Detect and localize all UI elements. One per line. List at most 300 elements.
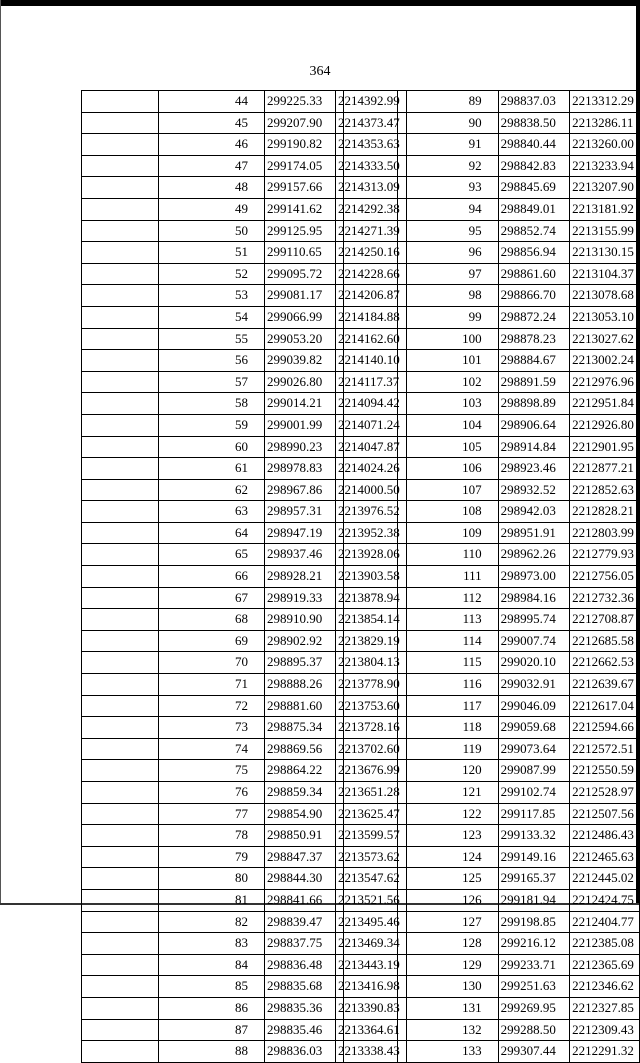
blank-cell: [82, 889, 159, 911]
blank-cell: [344, 587, 398, 609]
x-coordinate: 298978.83: [265, 458, 336, 480]
blank-cell: [82, 501, 159, 523]
blank-cell: [344, 695, 398, 717]
y-coordinate: 2214353.63: [336, 134, 407, 156]
x-coordinate: 298837.03: [498, 91, 570, 113]
blank-cell: [82, 393, 159, 415]
table-row: [344, 630, 640, 652]
point-number: 79: [159, 846, 265, 868]
point-number: 77: [159, 803, 265, 825]
blank-cell: [344, 911, 398, 933]
table-row: [344, 587, 640, 609]
x-coordinate: 298842.83: [498, 155, 570, 177]
table-row: [344, 695, 640, 717]
point-number: 78: [159, 825, 265, 847]
table-row: [344, 242, 640, 264]
blank-cell: [82, 846, 159, 868]
table-row: [344, 263, 640, 285]
point-number: 99: [398, 306, 499, 328]
table-row: [344, 1019, 640, 1041]
blank-cell: [344, 501, 398, 523]
point-number: 105: [398, 436, 499, 458]
blank-cell: [344, 350, 398, 372]
point-number: 111: [398, 566, 499, 588]
blank-cell: [344, 782, 398, 804]
blank-cell: [344, 889, 398, 911]
y-coordinate: 2214024.26: [336, 458, 407, 480]
table-row: [344, 371, 640, 393]
y-coordinate: 2213155.99: [570, 220, 640, 242]
point-number: 57: [159, 371, 265, 393]
x-coordinate: 298836.03: [265, 1041, 336, 1063]
point-number: 45: [159, 112, 265, 134]
blank-cell: [344, 976, 398, 998]
y-coordinate: 2213286.11: [570, 112, 640, 134]
point-number: 120: [398, 760, 499, 782]
y-coordinate: 2212901.95: [570, 436, 640, 458]
blank-cell: [344, 112, 398, 134]
y-coordinate: 2214228.66: [336, 263, 407, 285]
y-coordinate: 2212309.43: [570, 1019, 640, 1041]
blank-cell: [344, 868, 398, 890]
y-coordinate: 2213312.29: [570, 91, 640, 113]
point-number: 94: [398, 198, 499, 220]
point-number: 53: [159, 285, 265, 307]
table-row: [344, 91, 640, 113]
point-number: 132: [398, 1019, 499, 1041]
y-coordinate: 2213443.19: [336, 954, 407, 976]
y-coordinate: 2212486.43: [570, 825, 640, 847]
blank-cell: [82, 285, 159, 307]
point-number: 133: [398, 1041, 499, 1063]
blank-cell: [344, 544, 398, 566]
table-row: [344, 177, 640, 199]
table-row: [344, 782, 640, 804]
table-row: [344, 393, 640, 415]
x-coordinate: 298884.67: [498, 350, 570, 372]
y-coordinate: 2214292.38: [336, 198, 407, 220]
x-coordinate: 298847.37: [265, 846, 336, 868]
y-coordinate: 2212445.02: [570, 868, 640, 890]
point-number: 88: [159, 1041, 265, 1063]
x-coordinate: 298849.01: [498, 198, 570, 220]
y-coordinate: 2213676.99: [336, 760, 407, 782]
blank-cell: [82, 1041, 159, 1063]
y-coordinate: 2212639.67: [570, 674, 640, 696]
x-coordinate: 299190.82: [265, 134, 336, 156]
y-coordinate: 2212926.80: [570, 414, 640, 436]
point-number: 101: [398, 350, 499, 372]
x-coordinate: 299174.05: [265, 155, 336, 177]
point-number: 131: [398, 997, 499, 1019]
blank-cell: [82, 544, 159, 566]
x-coordinate: 298835.46: [265, 1019, 336, 1041]
point-number: 50: [159, 220, 265, 242]
y-coordinate: 2213390.83: [336, 997, 407, 1019]
y-coordinate: 2213599.57: [336, 825, 407, 847]
x-coordinate: 298875.34: [265, 717, 336, 739]
blank-cell: [82, 825, 159, 847]
y-coordinate: 2213547.62: [336, 868, 407, 890]
point-number: 107: [398, 479, 499, 501]
point-number: 122: [398, 803, 499, 825]
table-row: [344, 738, 640, 760]
blank-cell: [82, 350, 159, 372]
point-number: 75: [159, 760, 265, 782]
point-number: 67: [159, 587, 265, 609]
x-coordinate: 298910.90: [265, 609, 336, 631]
blank-cell: [82, 760, 159, 782]
x-coordinate: 299149.16: [498, 846, 570, 868]
y-coordinate: 2213753.60: [336, 695, 407, 717]
point-number: 86: [159, 997, 265, 1019]
x-coordinate: 299157.66: [265, 177, 336, 199]
blank-cell: [344, 609, 398, 631]
blank-cell: [82, 134, 159, 156]
point-number: 130: [398, 976, 499, 998]
y-coordinate: 2213928.06: [336, 544, 407, 566]
x-coordinate: 298967.86: [265, 479, 336, 501]
point-number: 51: [159, 242, 265, 264]
table-row: [344, 479, 640, 501]
x-coordinate: 298859.34: [265, 782, 336, 804]
x-coordinate: 298947.19: [265, 522, 336, 544]
y-coordinate: 2214392.99: [336, 91, 407, 113]
point-number: 121: [398, 782, 499, 804]
table-row: [344, 328, 640, 350]
y-coordinate: 2212662.53: [570, 652, 640, 674]
point-number: 93: [398, 177, 499, 199]
y-coordinate: 2212708.87: [570, 609, 640, 631]
point-number: 124: [398, 846, 499, 868]
y-coordinate: 2212779.93: [570, 544, 640, 566]
table-row: [344, 911, 640, 933]
x-coordinate: 299007.74: [498, 630, 570, 652]
x-coordinate: 299059.68: [498, 717, 570, 739]
x-coordinate: 299117.85: [498, 803, 570, 825]
blank-cell: [344, 738, 398, 760]
blank-cell: [82, 911, 159, 933]
x-coordinate: 298869.56: [265, 738, 336, 760]
y-coordinate: 2212404.77: [570, 911, 640, 933]
table-row: [344, 285, 640, 307]
point-number: 109: [398, 522, 499, 544]
blank-cell: [82, 695, 159, 717]
blank-cell: [344, 134, 398, 156]
point-number: 65: [159, 544, 265, 566]
x-coordinate: 298928.21: [265, 566, 336, 588]
x-coordinate: 298835.68: [265, 976, 336, 998]
point-number: 66: [159, 566, 265, 588]
y-coordinate: 2214071.24: [336, 414, 407, 436]
table-row: [344, 652, 640, 674]
point-number: 128: [398, 933, 499, 955]
x-coordinate: 298864.22: [265, 760, 336, 782]
blank-cell: [344, 717, 398, 739]
point-number: 61: [159, 458, 265, 480]
y-coordinate: 2213104.37: [570, 263, 640, 285]
x-coordinate: 299032.91: [498, 674, 570, 696]
table-row: [344, 458, 640, 480]
blank-cell: [344, 371, 398, 393]
point-number: 126: [398, 889, 499, 911]
x-coordinate: 298951.91: [498, 522, 570, 544]
y-coordinate: 2212617.04: [570, 695, 640, 717]
x-coordinate: 298850.91: [265, 825, 336, 847]
x-coordinate: 298838.50: [498, 112, 570, 134]
x-coordinate: 298861.60: [498, 263, 570, 285]
y-coordinate: 2214094.42: [336, 393, 407, 415]
blank-cell: [344, 630, 398, 652]
point-number: 103: [398, 393, 499, 415]
point-number: 118: [398, 717, 499, 739]
point-number: 81: [159, 889, 265, 911]
table-row: [344, 868, 640, 890]
x-coordinate: 298957.31: [265, 501, 336, 523]
blank-cell: [82, 782, 159, 804]
page-number: 364: [309, 64, 331, 79]
x-coordinate: 298942.03: [498, 501, 570, 523]
x-coordinate: 298872.24: [498, 306, 570, 328]
point-number: 106: [398, 458, 499, 480]
blank-cell: [82, 587, 159, 609]
point-number: 83: [159, 933, 265, 955]
x-coordinate: 299026.80: [265, 371, 336, 393]
table-row: [344, 134, 640, 156]
blank-cell: [82, 717, 159, 739]
blank-cell: [344, 263, 398, 285]
table-row: [344, 112, 640, 134]
y-coordinate: 2212852.63: [570, 479, 640, 501]
blank-cell: [344, 674, 398, 696]
y-coordinate: 2213260.00: [570, 134, 640, 156]
y-coordinate: 2213854.14: [336, 609, 407, 631]
x-coordinate: 299207.90: [265, 112, 336, 134]
blank-cell: [344, 155, 398, 177]
point-number: 97: [398, 263, 499, 285]
blank-cell: [82, 997, 159, 1019]
blank-cell: [82, 177, 159, 199]
scan-border-top: [0, 0, 640, 6]
blank-cell: [344, 1041, 398, 1063]
x-coordinate: 298973.00: [498, 566, 570, 588]
coordinate-table-right: [343, 90, 640, 1063]
blank-cell: [344, 91, 398, 113]
y-coordinate: 2213078.68: [570, 285, 640, 307]
y-coordinate: 2212327.85: [570, 997, 640, 1019]
y-coordinate: 2213651.28: [336, 782, 407, 804]
table-row: [344, 1041, 640, 1063]
y-coordinate: 2213728.16: [336, 717, 407, 739]
point-number: 115: [398, 652, 499, 674]
point-number: 119: [398, 738, 499, 760]
point-number: 71: [159, 674, 265, 696]
y-coordinate: 2213027.62: [570, 328, 640, 350]
x-coordinate: 298895.37: [265, 652, 336, 674]
table-row: [344, 198, 640, 220]
point-number: 117: [398, 695, 499, 717]
point-number: 96: [398, 242, 499, 264]
point-number: 85: [159, 976, 265, 998]
y-coordinate: 2212507.56: [570, 803, 640, 825]
x-coordinate: 298919.33: [265, 587, 336, 609]
y-coordinate: 2213495.46: [336, 911, 407, 933]
blank-cell: [82, 91, 159, 113]
y-coordinate: 2213903.58: [336, 566, 407, 588]
blank-cell: [82, 566, 159, 588]
blank-cell: [344, 566, 398, 588]
x-coordinate: 299110.65: [265, 242, 336, 264]
y-coordinate: 2212685.58: [570, 630, 640, 652]
point-number: 47: [159, 155, 265, 177]
point-number: 123: [398, 825, 499, 847]
table-row: [344, 155, 640, 177]
x-coordinate: 298923.46: [498, 458, 570, 480]
point-number: 72: [159, 695, 265, 717]
x-coordinate: 299087.99: [498, 760, 570, 782]
x-coordinate: 298844.30: [265, 868, 336, 890]
blank-cell: [344, 997, 398, 1019]
x-coordinate: 298856.94: [498, 242, 570, 264]
blank-cell: [82, 933, 159, 955]
point-number: 87: [159, 1019, 265, 1041]
x-coordinate: 299073.64: [498, 738, 570, 760]
blank-cell: [344, 458, 398, 480]
blank-cell: [82, 652, 159, 674]
x-coordinate: 298841.66: [265, 889, 336, 911]
y-coordinate: 2214206.87: [336, 285, 407, 307]
table-row: [344, 501, 640, 523]
y-coordinate: 2213338.43: [336, 1041, 407, 1063]
y-coordinate: 2212465.63: [570, 846, 640, 868]
point-number: 73: [159, 717, 265, 739]
y-coordinate: 2213878.94: [336, 587, 407, 609]
blank-cell: [82, 220, 159, 242]
point-number: 125: [398, 868, 499, 890]
blank-cell: [344, 933, 398, 955]
table-row: [344, 976, 640, 998]
point-number: 60: [159, 436, 265, 458]
y-coordinate: 2213416.98: [336, 976, 407, 998]
y-coordinate: 2213521.56: [336, 889, 407, 911]
point-number: 84: [159, 954, 265, 976]
y-coordinate: 2212346.62: [570, 976, 640, 998]
x-coordinate: 298990.23: [265, 436, 336, 458]
point-number: 89: [398, 91, 499, 113]
point-number: 63: [159, 501, 265, 523]
blank-cell: [344, 846, 398, 868]
y-coordinate: 2212385.08: [570, 933, 640, 955]
blank-cell: [82, 976, 159, 998]
x-coordinate: 299081.17: [265, 285, 336, 307]
table-row: [344, 674, 640, 696]
point-number: 113: [398, 609, 499, 631]
y-coordinate: 2212424.75: [570, 889, 640, 911]
y-coordinate: 2214162.60: [336, 328, 407, 350]
point-number: 80: [159, 868, 265, 890]
point-number: 48: [159, 177, 265, 199]
x-coordinate: 299181.94: [498, 889, 570, 911]
point-number: 52: [159, 263, 265, 285]
y-coordinate: 2213829.19: [336, 630, 407, 652]
x-coordinate: 299014.21: [265, 393, 336, 415]
table-row: [344, 436, 640, 458]
y-coordinate: 2214271.39: [336, 220, 407, 242]
point-number: 70: [159, 652, 265, 674]
blank-cell: [82, 155, 159, 177]
x-coordinate: 299288.50: [498, 1019, 570, 1041]
x-coordinate: 298984.16: [498, 587, 570, 609]
blank-cell: [82, 414, 159, 436]
y-coordinate: 2212594.66: [570, 717, 640, 739]
point-number: 74: [159, 738, 265, 760]
point-number: 116: [398, 674, 499, 696]
blank-cell: [344, 803, 398, 825]
point-number: 55: [159, 328, 265, 350]
point-number: 112: [398, 587, 499, 609]
y-coordinate: 2213002.24: [570, 350, 640, 372]
y-coordinate: 2213573.62: [336, 846, 407, 868]
y-coordinate: 2213207.90: [570, 177, 640, 199]
point-number: 90: [398, 112, 499, 134]
table-row: [344, 306, 640, 328]
y-coordinate: 2213364.61: [336, 1019, 407, 1041]
blank-cell: [82, 954, 159, 976]
x-coordinate: 298840.44: [498, 134, 570, 156]
y-coordinate: 2212572.51: [570, 738, 640, 760]
x-coordinate: 299198.85: [498, 911, 570, 933]
blank-cell: [82, 198, 159, 220]
table-row: [344, 566, 640, 588]
y-coordinate: 2213233.94: [570, 155, 640, 177]
table-row: [344, 544, 640, 566]
x-coordinate: 299216.12: [498, 933, 570, 955]
blank-cell: [82, 738, 159, 760]
table-row: [344, 609, 640, 631]
x-coordinate: 299125.95: [265, 220, 336, 242]
y-coordinate: 2213952.38: [336, 522, 407, 544]
scan-border-left: [0, 0, 1, 905]
x-coordinate: 298937.46: [265, 544, 336, 566]
x-coordinate: 298914.84: [498, 436, 570, 458]
blank-cell: [344, 414, 398, 436]
table-row: [344, 717, 640, 739]
x-coordinate: 299039.82: [265, 350, 336, 372]
table-row: [344, 522, 640, 544]
blank-cell: [82, 522, 159, 544]
point-number: 56: [159, 350, 265, 372]
blank-cell: [82, 803, 159, 825]
point-number: 46: [159, 134, 265, 156]
x-coordinate: 299251.63: [498, 976, 570, 998]
x-coordinate: 298962.26: [498, 544, 570, 566]
blank-cell: [344, 652, 398, 674]
blank-cell: [82, 328, 159, 350]
y-coordinate: 2214373.47: [336, 112, 407, 134]
x-coordinate: 298839.47: [265, 911, 336, 933]
blank-cell: [82, 674, 159, 696]
x-coordinate: 298995.74: [498, 609, 570, 631]
x-coordinate: 298845.69: [498, 177, 570, 199]
point-number: 92: [398, 155, 499, 177]
y-coordinate: 2212732.36: [570, 587, 640, 609]
point-number: 91: [398, 134, 499, 156]
y-coordinate: 2212951.84: [570, 393, 640, 415]
point-number: 104: [398, 414, 499, 436]
y-coordinate: 2212803.99: [570, 522, 640, 544]
blank-cell: [344, 954, 398, 976]
point-number: 59: [159, 414, 265, 436]
